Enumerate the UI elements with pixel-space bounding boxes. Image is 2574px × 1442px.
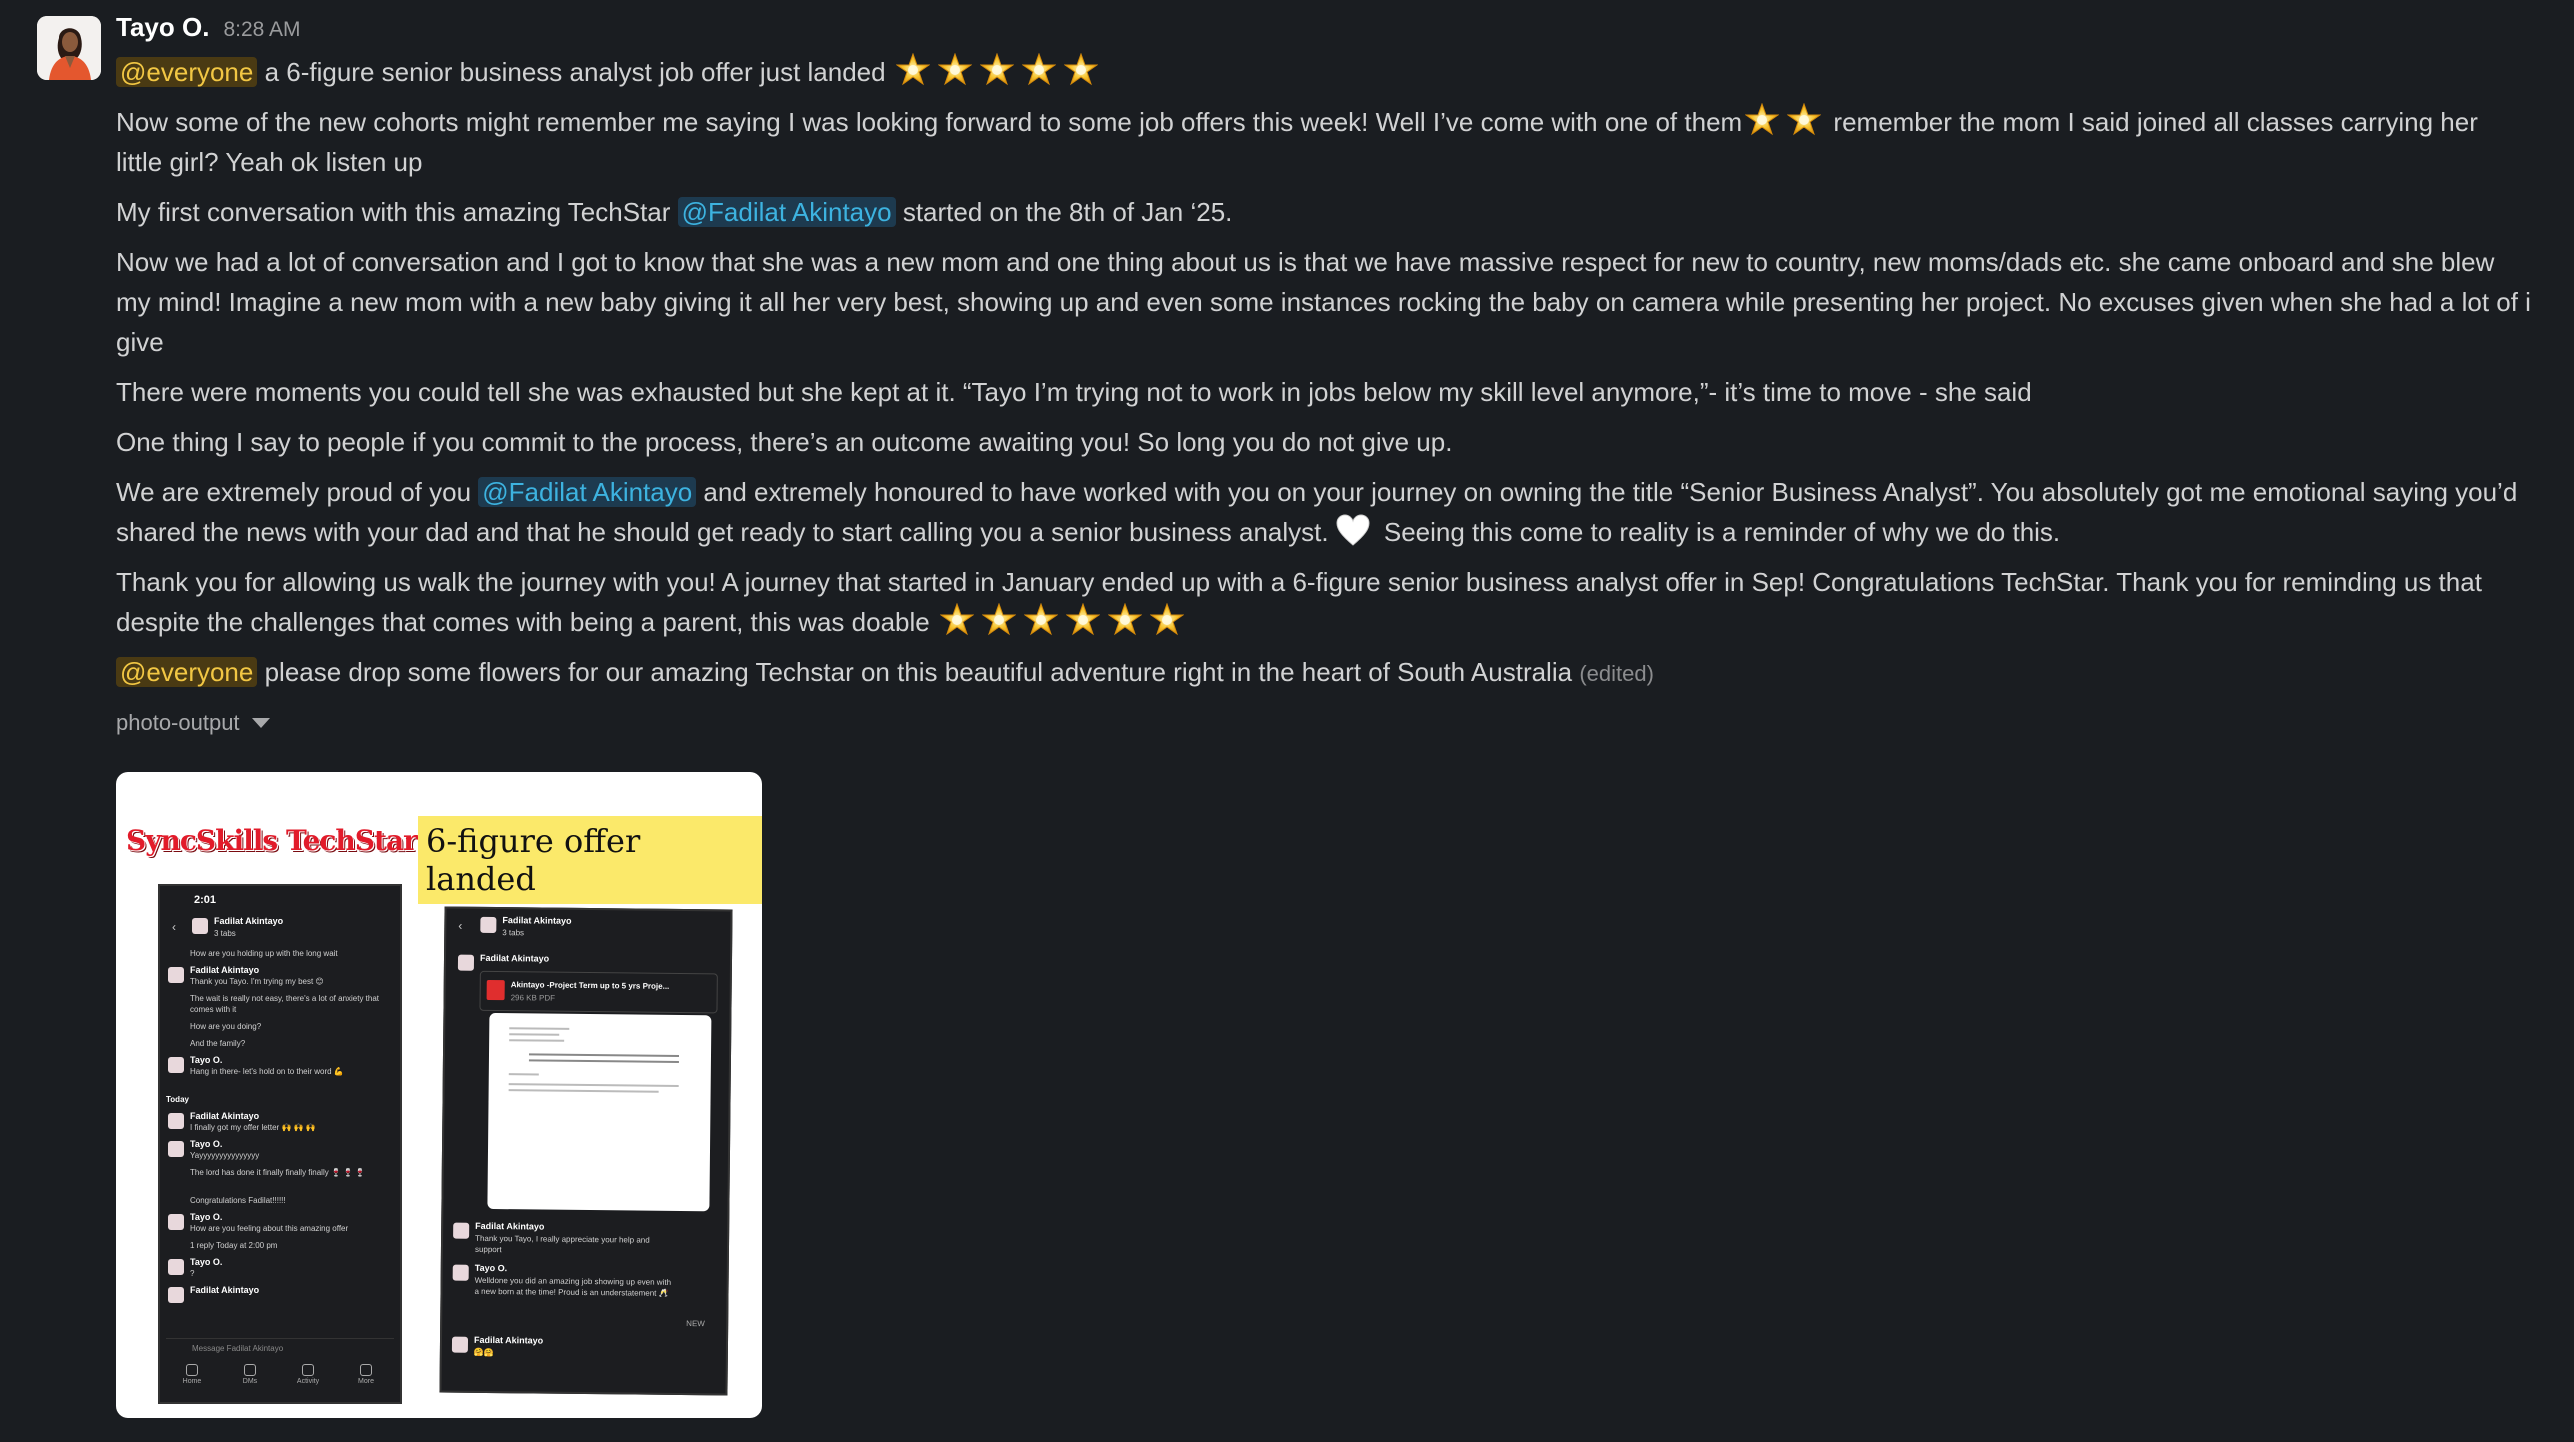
paragraph-1 (116, 52, 2574, 92)
tabs-label: 3 tabs (214, 929, 236, 938)
avatar (168, 1113, 184, 1129)
text: started on the 8th of Jan ‘25. (895, 197, 1233, 227)
message-text: Congratulations Fadilat!!!!!! (190, 1196, 286, 1205)
mention-everyone[interactable]: @everyone (116, 57, 257, 87)
avatar (168, 1057, 184, 1073)
message-text: 1 reply Today at 2:00 pm (190, 1241, 278, 1250)
pdf-preview (487, 1013, 711, 1211)
nav-icon (244, 1364, 256, 1376)
message-body (116, 12, 2574, 1385)
doc-line (509, 1027, 569, 1030)
paragraph-6: One thing I say to people if you commit to the process, there’s an outcome awaiting you! So long you do not give up. (116, 427, 1453, 457)
pdf-file-card (479, 971, 717, 1013)
nav-icon (360, 1364, 372, 1376)
nav-icon (302, 1364, 314, 1376)
avatar (168, 1287, 184, 1303)
glowing-star-icon (938, 53, 972, 87)
sender-name: Fadilat Akintayo (190, 1111, 260, 1121)
tabs-label: 3 tabs (502, 928, 525, 938)
avatar (168, 1259, 184, 1275)
doc-line (509, 1039, 564, 1042)
chat-row (442, 1316, 722, 1329)
message-text: How are you doing? (190, 1022, 262, 1031)
glowing-star-icon (1064, 53, 1098, 87)
file-meta: 296 KB PDF (510, 993, 556, 1003)
text: please drop some flowers for our amazing Techstar on this beautiful adventure right in the heart of South Australia (257, 657, 1573, 687)
paragraph-3 (116, 192, 2574, 232)
back-arrow-icon: ‹ (172, 920, 176, 934)
sender-name: Fadilat Akintayo (190, 1285, 260, 1295)
nav-icon (186, 1364, 198, 1376)
text: shared the news with your dad and that he should get ready to start calling you a senior business analyst. (116, 517, 1329, 547)
text: Now we had a lot of conversation and I got to know that she was a new mom and one thing about us is that we have massive respect for new to country, new moms/dads etc. she came onboard and she blew (116, 247, 2495, 277)
file-name: Akintayo -Project Term up to 5 yrs Proje... (510, 980, 670, 991)
text: Thank you for allowing us walk the journey with you! A journey that started in January ended up with a 6-figure senior business analyst offer in Sep! Congratulations TechStar. Thank you for reminding us that (116, 567, 2482, 597)
nav-item-activity (288, 1362, 328, 1385)
message-text: Yayyyyyyyyyyyyyyy (190, 1151, 260, 1160)
nav-label: Activity (296, 1378, 320, 1385)
glowing-star-icon (1108, 603, 1142, 637)
text: Seeing this come to reality is a reminder of why we do this. (1376, 517, 2061, 547)
doc-line (509, 1033, 559, 1036)
glowing-star-icon (1024, 603, 1058, 637)
glowing-star-icon (940, 603, 974, 637)
back-arrow-icon: ‹ (458, 918, 463, 933)
message-text: The lord has done it finally finally finally 🍷 🍷 🍷 (190, 1168, 366, 1177)
text: my mind! Imagine a new mom with a new baby giving it all her very best, showing up and even some instances rocking the baby on camera while presenting her project. No excuses given when she had a lot of i (116, 287, 2531, 317)
bottom-nav (160, 1362, 400, 1396)
message-text: ? (190, 1269, 195, 1278)
avatar (458, 955, 474, 971)
nav-item-dms (230, 1362, 270, 1385)
paragraph-9 (116, 652, 2574, 694)
sender-name: Fadilat Akintayo (475, 1220, 545, 1232)
message-text: Today (166, 1095, 189, 1104)
message-text: Thank you Tayo. I'm trying my best 😊 (190, 977, 324, 986)
text: My first conversation with this amazing TechStar (116, 197, 678, 227)
message-text: And the family? (190, 1039, 246, 1048)
sender-name: Tayo O. (190, 1055, 223, 1065)
message-header (116, 12, 2574, 52)
phone-screenshot-left (158, 884, 402, 1404)
composer (166, 1338, 394, 1357)
status-clock: 2:01 (194, 894, 217, 906)
paragraph-5: There were moments you could tell she was exhausted but she kept at it. “Tayo I’m trying not to work in jobs below my skill level anymore,”- it’s time to move - she said (116, 377, 2032, 407)
chat-row (442, 1334, 722, 1358)
chat-row (443, 1262, 723, 1298)
chat-row (443, 1220, 723, 1255)
glowing-star-icon (982, 603, 1016, 637)
pdf-icon (487, 980, 505, 1000)
avatar (168, 967, 184, 983)
text: and extremely honoured to have worked with you on your journey on owning the title “Senior Business Analyst”. You absolutely got me emotional saying you’d (696, 477, 2518, 507)
doc-line (509, 1083, 679, 1087)
glowing-star-icon (1787, 103, 1821, 137)
doc-line (529, 1059, 679, 1063)
message-text: The wait is really not easy, there's a lot of anxiety that comes with it (190, 994, 380, 1014)
star-emoji-group (893, 57, 1103, 87)
author-name[interactable]: Tayo O. (116, 12, 210, 42)
avatar (168, 1214, 184, 1230)
phone-screenshot-right (439, 907, 732, 1396)
doc-line (509, 1089, 659, 1093)
nav-label: DMs (242, 1378, 258, 1385)
paragraph-2 (116, 102, 2574, 182)
sender-name: Tayo O. (190, 1257, 223, 1267)
sender-name: Fadilat Akintayo (473, 1334, 544, 1346)
text: little girl? Yeah ok listen up (116, 147, 423, 177)
composer-placeholder: Message Fadilat Akintayo (192, 1344, 284, 1353)
text: a 6-figure senior business analyst job offer just landed (257, 57, 886, 87)
glowing-star-icon (1745, 103, 1779, 137)
attachment-toggle[interactable] (116, 704, 2574, 742)
paragraph-7 (116, 472, 2574, 552)
avatar (168, 1141, 184, 1157)
edited-label: (edited) (1579, 661, 1654, 686)
mention-fadilat[interactable]: @Fadilat Akintayo (478, 477, 696, 507)
message-text: How are you feeling about this amazing offer (190, 1224, 349, 1233)
message-text: Hang in there- let's hold on to their word 💪 (190, 1067, 344, 1076)
avatar (453, 1265, 469, 1281)
doc-line (529, 1053, 679, 1057)
mention-everyone[interactable]: @everyone (116, 657, 257, 687)
message-text: Thank you Tayo, I really appreciate your help and support (474, 1233, 650, 1255)
message-text: How are you holding up with the long wait (190, 949, 338, 958)
avatar (480, 917, 496, 933)
glowing-star-icon (896, 53, 930, 87)
text: despite the challenges that comes with being a parent, this was doable (116, 607, 930, 637)
paragraph-8 (116, 562, 2574, 642)
doc-line (509, 1073, 539, 1075)
message-text: NEW (686, 1319, 705, 1329)
timestamp[interactable]: 8:28 AM (223, 18, 301, 41)
nav-label: More (358, 1378, 374, 1385)
chat-title: Fadilat Akintayo (214, 916, 284, 926)
nav-label: Home (182, 1378, 202, 1385)
glowing-star-icon (1066, 603, 1100, 637)
mention-fadilat[interactable]: @Fadilat Akintayo (678, 197, 896, 227)
white-heart-icon (1335, 513, 1371, 547)
message-text: Welldone you did an amazing job showing up even with a new born at the time! Proud is an understatement 🥂 (474, 1275, 672, 1298)
text: Now some of the new cohorts might remember me saying I was looking forward to some job offers this week! Well I’ve come with one of them (116, 107, 1743, 137)
avatar (192, 918, 208, 934)
star-emoji-group (937, 607, 1189, 637)
brand-title: SyncSkills TechStar (126, 824, 417, 857)
star-emoji-group (1742, 107, 1826, 137)
sender-name: Fadilat Akintayo (190, 965, 260, 975)
sender-name: Tayo O. (190, 1212, 223, 1222)
headline: 6-figure offer landed (418, 816, 762, 904)
paragraph-4 (116, 242, 2574, 362)
nav-item-home (172, 1362, 212, 1385)
avatar (452, 1337, 468, 1353)
message-text: I finally got my offer letter 🙌 🙌 🙌 (190, 1123, 316, 1132)
message-text: 🤗🤗 (473, 1347, 494, 1358)
text: give (116, 327, 164, 357)
file-sender: Fadilat Akintayo (479, 952, 550, 964)
attachment-name: photo-output (116, 710, 240, 735)
text: We are extremely proud of you (116, 477, 479, 507)
avatar-photo (37, 16, 101, 80)
sender-name: Tayo O. (190, 1139, 223, 1149)
avatar (453, 1223, 469, 1239)
chevron-down-icon[interactable] (252, 718, 270, 728)
avatar[interactable] (37, 16, 101, 80)
glowing-star-icon (1150, 603, 1184, 637)
text: remember the mom I said joined all classes carrying her (1826, 107, 2478, 137)
photo-attachment[interactable] (116, 772, 762, 1418)
nav-item-more (346, 1362, 386, 1385)
sender-name: Tayo O. (474, 1262, 508, 1274)
glowing-star-icon (1022, 53, 1056, 87)
glowing-star-icon (980, 53, 1014, 87)
chat-title: Fadilat Akintayo (502, 915, 572, 926)
